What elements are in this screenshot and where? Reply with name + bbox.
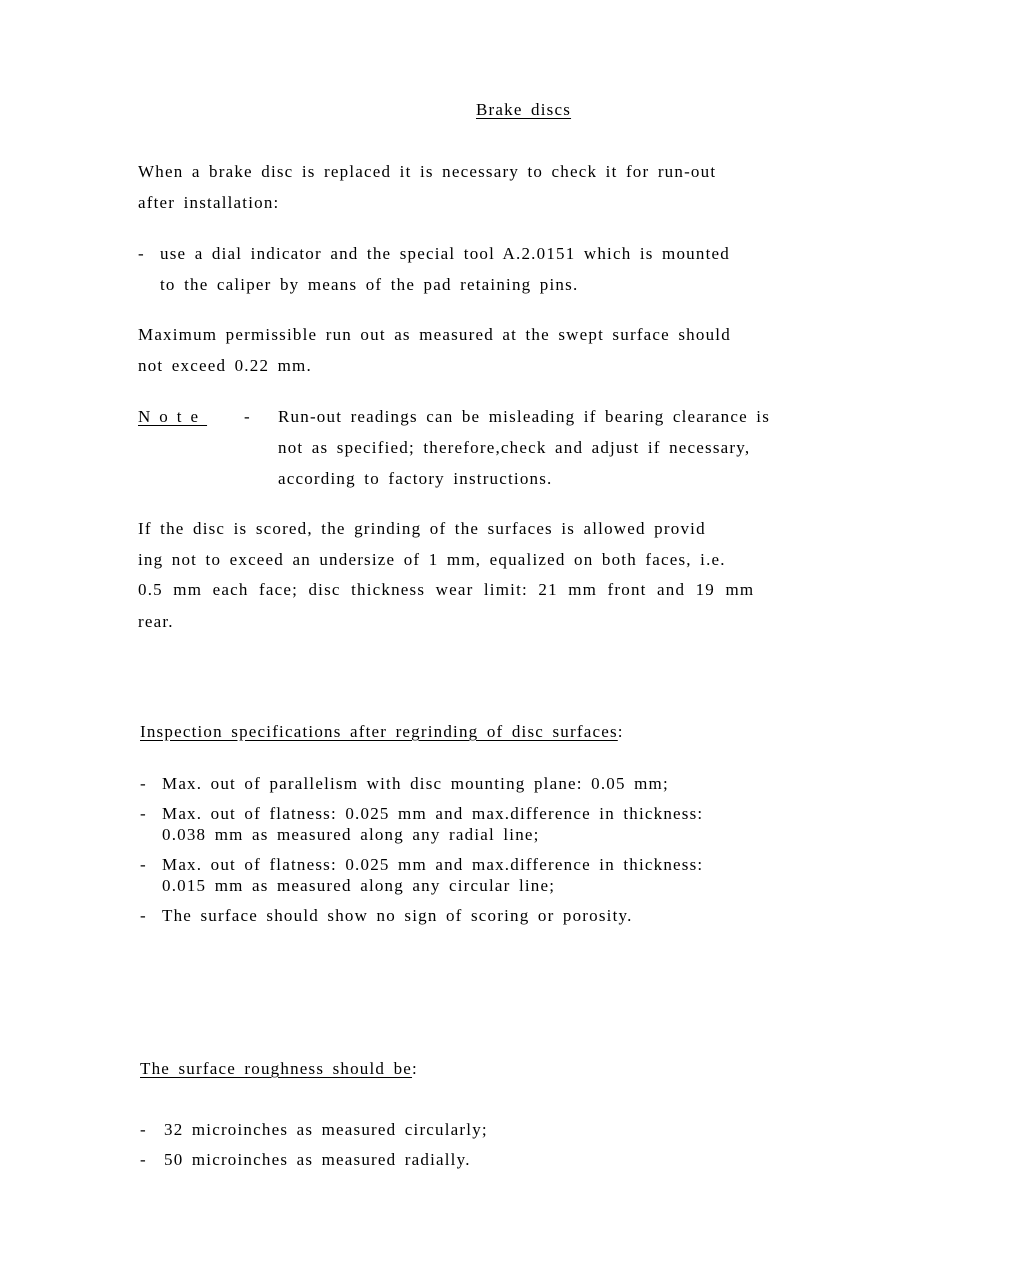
roughness-heading	[140, 1059, 418, 1079]
inspection-item-2-line-1: Max. out of flatness: 0.025 mm and max.difference in thickness:	[162, 804, 704, 823]
inspection-item-3-dash: -	[140, 855, 146, 874]
note-line-1: Run-out readings can be misleading if bearing clearance is	[278, 407, 771, 426]
note-dash: -	[244, 407, 250, 426]
inspection-item-2-line-2: 0.038 mm as measured along any radial line;	[162, 825, 540, 844]
roughness-item-1: 32 microinches as measured circularly;	[164, 1120, 488, 1139]
inspection-item-3-line-1: Max. out of flatness: 0.025 mm and max.difference in thickness:	[162, 855, 704, 874]
note-line-3: according to factory instructions.	[278, 469, 553, 488]
roughness-item-2: 50 microinches as measured radially.	[164, 1150, 471, 1169]
roughness-heading-text: The surface roughness should be	[140, 1059, 413, 1078]
inspection-heading	[140, 722, 624, 742]
scored-line-4: rear.	[138, 612, 174, 631]
page-title: Brake discs	[476, 100, 572, 119]
inspection-item-4-dash: -	[140, 906, 146, 925]
roughness-item-2-dash: -	[140, 1150, 146, 1169]
max-runout-line-2: not exceed 0.22 mm.	[138, 356, 312, 375]
inspection-heading-text: Inspection specifications after regrinding of disc surfaces	[140, 722, 618, 741]
inspection-item-3-line-2: 0.015 mm as measured along any circular line;	[162, 876, 556, 895]
scored-line-1: If the disc is scored, the grinding of the surfaces is allowed provid	[138, 519, 706, 538]
note-label: Note	[138, 407, 208, 426]
tool-line-1: use a dial indicator and the special tool A.2.0151 which is mounted	[160, 244, 730, 263]
scored-line-2: ing not to exceed an undersize of 1 mm, equalized on both faces, i.e.	[138, 550, 726, 569]
roughness-item-1-dash: -	[140, 1120, 146, 1139]
note-line-2: not as specified; therefore,check and adjust if necessary,	[278, 438, 751, 457]
inspection-item-2-dash: -	[140, 804, 146, 823]
inspection-item-4-line-1: The surface should show no sign of scoring or porosity.	[162, 906, 633, 925]
bullet-dash: -	[138, 244, 144, 263]
inspection-item-1-dash: -	[140, 774, 146, 793]
roughness-heading-colon: :	[412, 1059, 418, 1078]
intro-line-1: When a brake disc is replaced it is necessary to check it for run-out	[138, 162, 717, 181]
scored-line-3: 0.5 mm each face; disc thickness wear limit: 21 mm front and 19 mm	[138, 580, 755, 599]
intro-line-2: after installation:	[138, 193, 280, 212]
max-runout-line-1: Maximum permissible run out as measured at the swept surface should	[138, 325, 731, 344]
tool-line-2: to the caliper by means of the pad retaining pins.	[160, 275, 579, 294]
inspection-item-1-line-1: Max. out of parallelism with disc mounting plane: 0.05 mm;	[162, 774, 669, 793]
inspection-heading-colon: :	[617, 722, 624, 741]
